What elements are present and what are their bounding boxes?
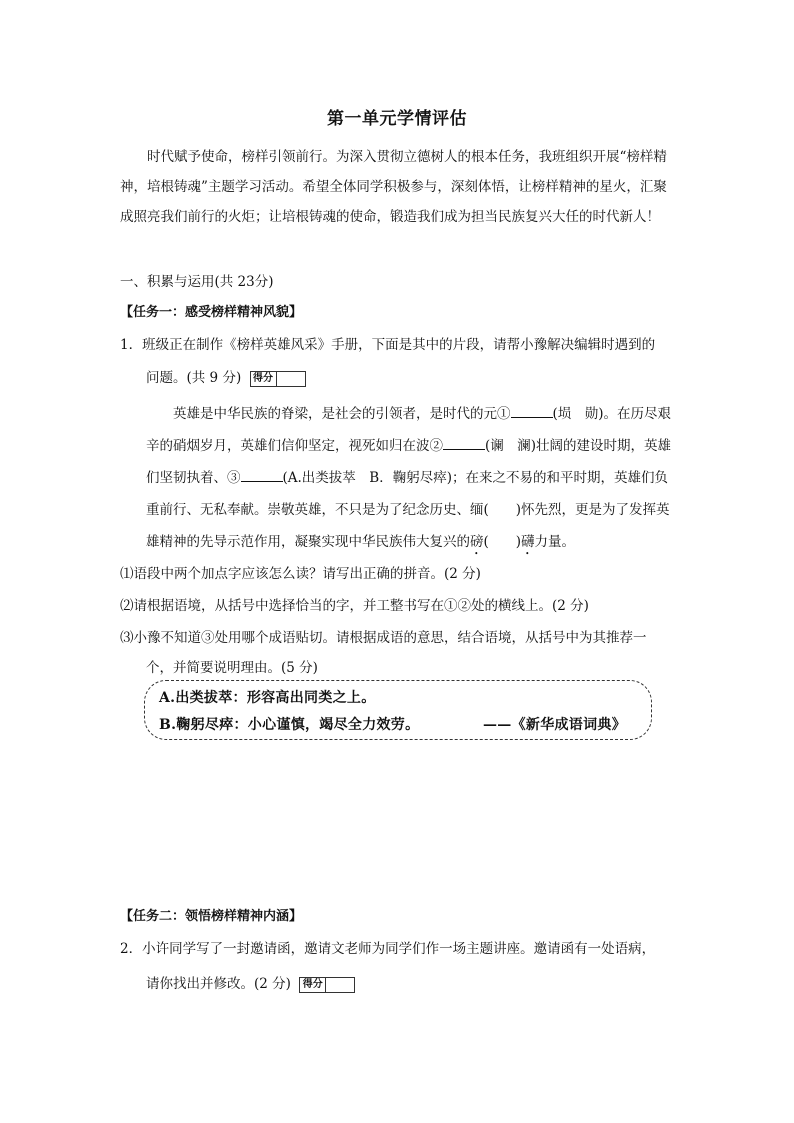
subquestion-2: ⑵请根据语境，从括号中选择恰当的字，并工整书写在①②处的横线上。(2 分) (120, 598, 589, 614)
task1-heading: 【任务一：感受榜样精神风貌】 (120, 305, 303, 320)
page-title: 第一单元学情评估 (327, 109, 467, 129)
subquestion-1: ⑴语段中两个加点字应该怎么读？请写出正确的拼音。(2 分) (120, 566, 481, 582)
passage-text-4: (谰 澜)壮阔的建设时期，英雄们坚韧执着、③ (146, 438, 672, 486)
question2-points: 请你找出并修改。(2 分) (146, 976, 291, 992)
passage-text-7: ( ) (483, 534, 522, 550)
subquestion-3-line1: ⑶小豫不知道③处用哪个成语贴切。请根据成语的意思，结合语境，从括号中为其推荐一 (120, 630, 647, 646)
subquestion-3-line2: 个，并简要说明理由。(5 分) (146, 660, 318, 676)
dotted-char-2: 礴 (521, 534, 535, 550)
section-heading: 一、积累与运用(共 23分) (120, 274, 274, 290)
blank-2[interactable] (443, 437, 485, 450)
hero-passage (146, 398, 676, 558)
task2-heading: 【任务二：领悟榜样精神内涵】 (120, 909, 303, 924)
passage-text-1: 英雄是中华民族的脊梁，是社会的引领者，是时代的元① (173, 406, 511, 422)
score-box-2[interactable] (299, 977, 355, 993)
score-label: 得分 (251, 372, 277, 386)
dictionary-source: ——《新华成语词典》 (483, 717, 626, 733)
passage-text-2: (埙 勋)。在历尽艰辛的硝烟岁月，英雄们信仰坚定，视死如归 (146, 406, 672, 454)
blank-3[interactable] (241, 469, 283, 482)
intro-paragraph: 时代赋予使命，榜样引领前行。为深入贯彻立德树人的根本任务，我班组织开展“榜样精神，培根铸魂”主题学习活动。希望全体同学积极参与，深刻体悟，让榜样精神的星火，汇聚成照亮我们前行的火炬；让培根铸魂的使命，锻造我们成为担当民族复兴大任的时代新人！ (120, 149, 667, 225)
passage-text-9: 力量。 (534, 534, 576, 550)
idiom-b: B.鞠躬尽瘁：小心谨慎，竭尽全力效劳。 (159, 717, 420, 733)
passage-text-5: (A.出类拔萃 B．鞠躬尽瘁)；在来之不易的和平时期，英雄们负重前行、无私奉献。崇敬英雄，不只是为了纪念历史、缅( )怀先烈，更是为了发挥英雄精神的先导示范作用，凝聚实现中华民族伟大复兴的 (146, 470, 670, 550)
blank-1[interactable] (511, 405, 553, 418)
score-label-2: 得分 (300, 978, 326, 992)
question2-line2 (146, 972, 355, 993)
question1-points: 问题。(共 9 分) (146, 370, 242, 386)
dotted-char-1: 磅 (470, 534, 484, 550)
score-box[interactable] (250, 371, 306, 387)
question2-line1: 2．小许同学写了一封邀请函，邀请文老师为同学们作一场主题讲座。邀请函有一处语病， (120, 941, 656, 957)
question1-line1: 1．班级正在制作《榜样英雄风采》手册，下面是其中的片段，请帮小豫解决编辑时遇到的 (120, 337, 656, 353)
question1-line2 (146, 366, 306, 387)
dictionary-box (144, 680, 652, 740)
idiom-a: A.出类拔萃：形容高出同类之上。 (159, 690, 376, 706)
passage-text-3: 在波② (402, 438, 443, 454)
